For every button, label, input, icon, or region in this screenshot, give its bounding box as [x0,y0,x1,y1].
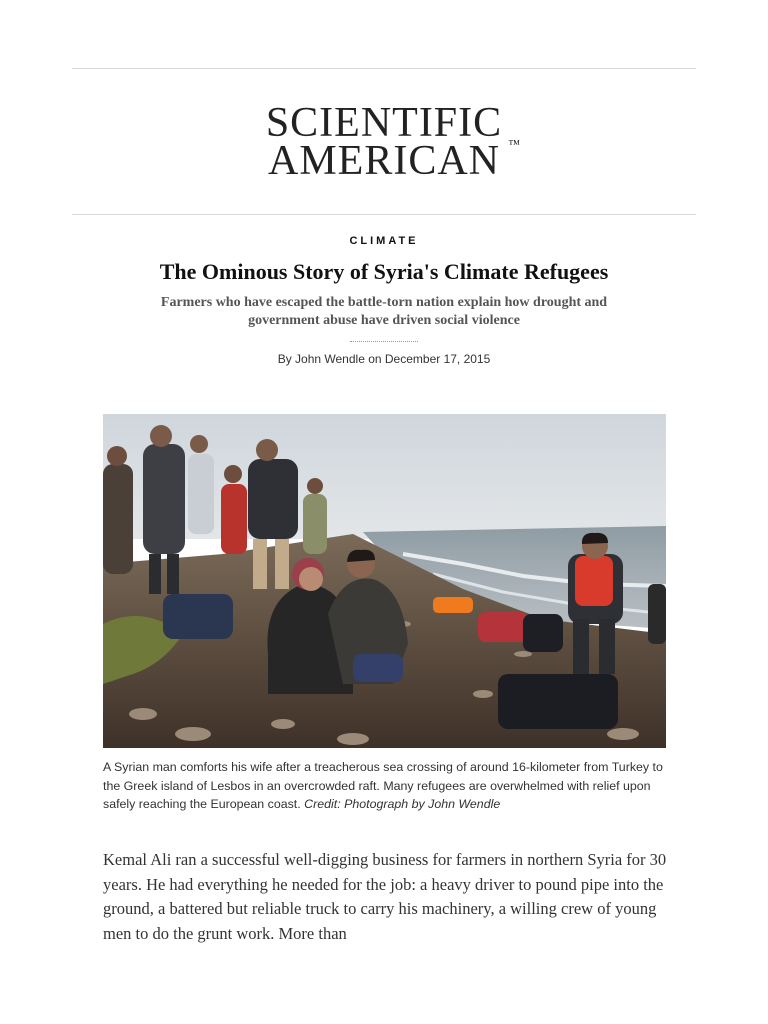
logo-line-scientific: SCIENTIFIC [265,100,503,146]
photo-caption [103,758,663,814]
sky [103,414,666,539]
byline-divider [350,341,418,342]
trademark-mark: ™ [508,137,520,151]
site-logo[interactable] [0,100,768,184]
category-link[interactable]: CLIMATE [349,235,419,247]
photo-credit: Credit: Photograph by John Wendle [304,797,501,811]
article-body: Kemal Ali ran a successful well-digging business for farmers in northern Syria for 30 years. He had everything he needed for the job: a heavy driver to pound pipe into the ground, a battered but reliable truck to carry his machinery, a willing crew of young men to do the grunt work. More than [103,850,667,943]
caption-text: A Syrian man comforts his wife after a treacherous sea crossing of around 16-kilometer from Turkey to the Greek island of Lesbos in an overcrowded raft. Many refugees are overwhelmed with relief upon safely reaching the European coast. [103,760,663,811]
edge-figure [648,584,666,644]
top-divider [72,68,696,69]
logo-line-american: AMERICAN [267,138,500,184]
masthead-divider [72,214,696,215]
article-photo [103,414,666,748]
byline: By John Wendle on December 17, 2015 [277,352,491,366]
article-subtitle: Farmers who have escaped the battle-torn nation explain how drought and government abuse have driven social violence [160,295,608,328]
orange-life-vest [433,597,473,613]
article-title: The Ominous Story of Syria's Climate Refugees [159,259,609,284]
